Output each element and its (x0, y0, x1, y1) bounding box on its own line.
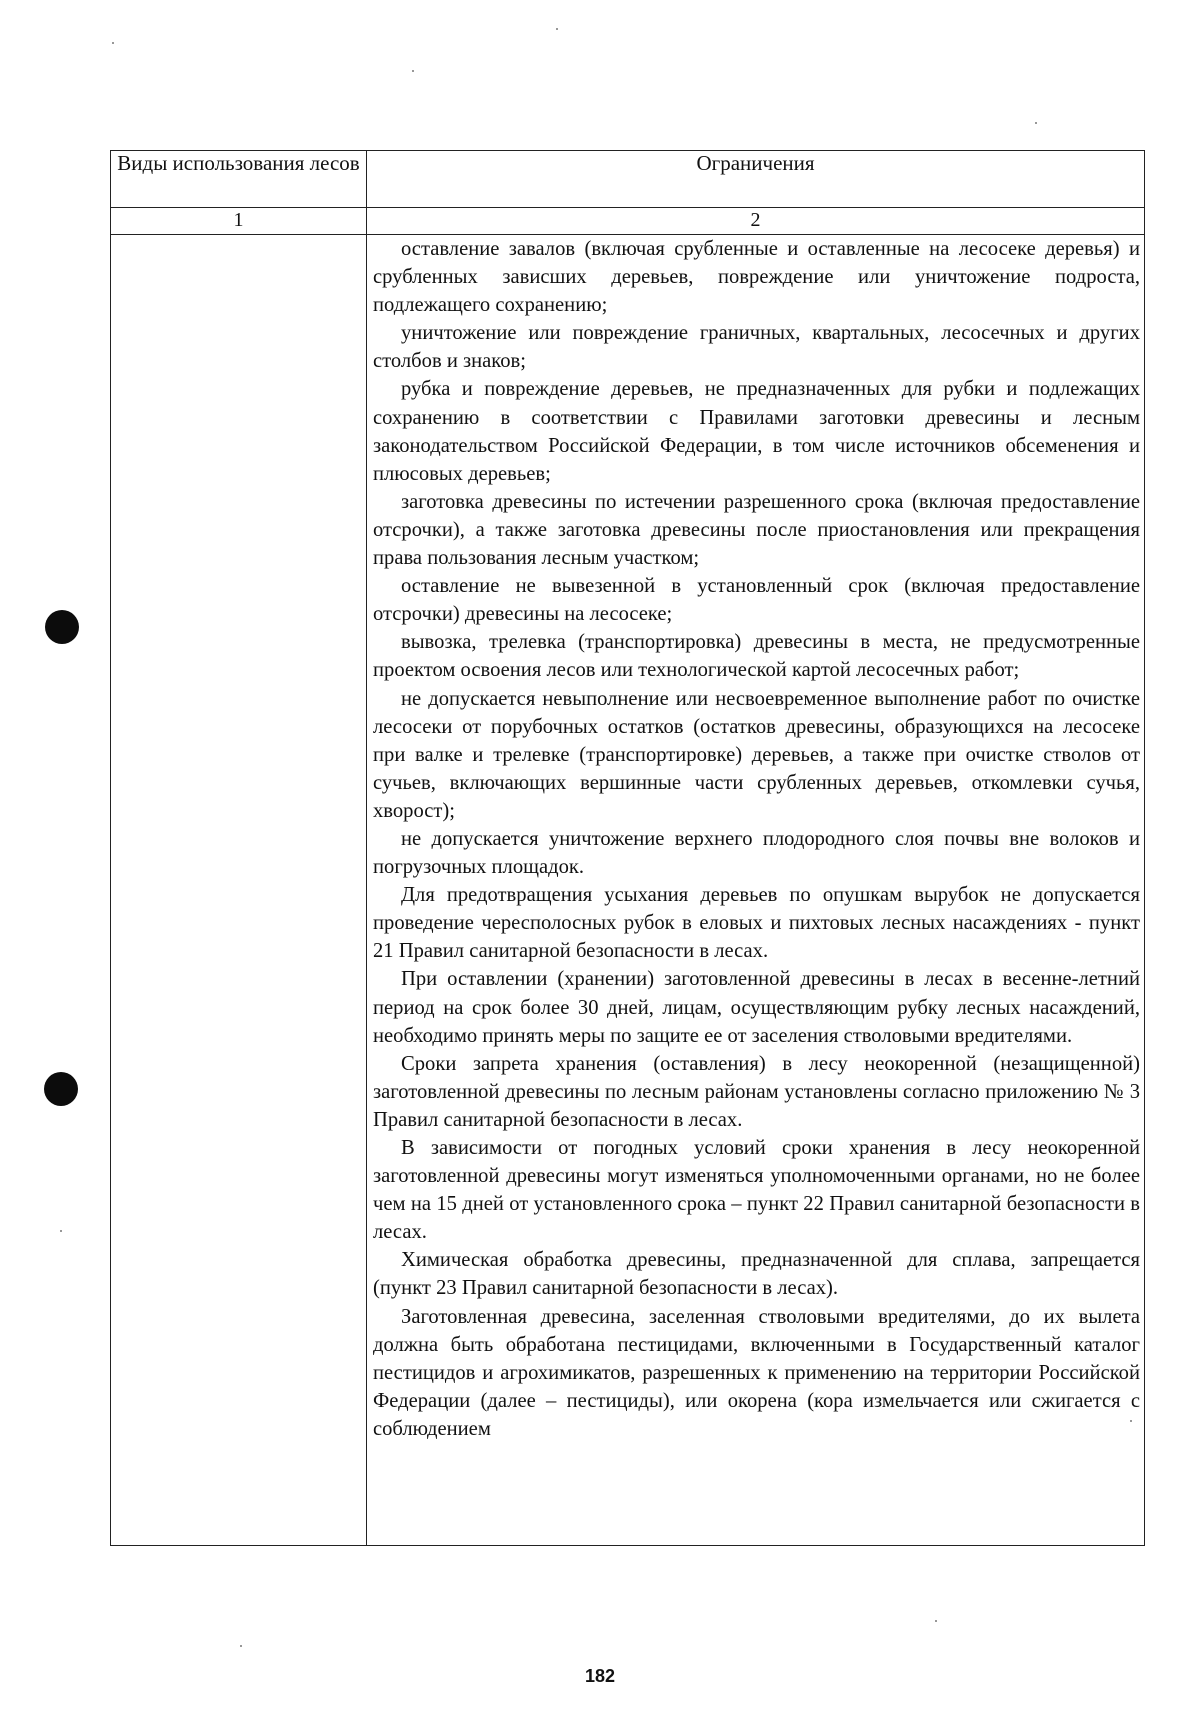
scan-speck (412, 70, 414, 72)
paragraph: Химическая обработка древесины, предназначенной для сплава, запрещается (пункт 23 Правил санитарной безопасности в лесах). (373, 1249, 1140, 1300)
scan-speck (240, 1645, 242, 1647)
header-forest-use-types: Виды использования лесов (111, 151, 367, 208)
restrictions-text (367, 235, 1144, 1443)
paragraph: уничтожение или повреждение граничных, квартальных, лесосечных и других столбов и знаков; (373, 322, 1140, 373)
header-restrictions: Ограничения (367, 151, 1145, 208)
paragraph: заготовка древесины по истечении разрешенного срока (включая предоставление отсрочки), а также заготовка древесины после приостановления или прекращения права пользования лесным участком; (373, 490, 1140, 570)
paragraph: рубка и повреждение деревьев, не предназначенных для рубки и подлежащих сохранению в соответствии с Правилами заготовки древесины и лесным законодательством Российской Федерации, в том числе источников обсеменения и плюсовых деревьев; (373, 378, 1140, 485)
scan-speck (556, 28, 558, 30)
forest-use-cell (111, 235, 367, 1546)
paragraph: При оставлении (хранении) заготовленной древесины в лесах в весенне-летний период на срок более 30 дней, лицам, осуществляющим рубку лесных насаждений, необходимо принять меры по защите ее от заселения стволовыми вредителями. (373, 968, 1140, 1047)
column-number-2: 2 (367, 208, 1145, 235)
paragraph: оставление не вывезенной в установленный срок (включая предоставление отсрочки) древесины на лесосеке; (373, 575, 1140, 626)
paragraph: В зависимости от погодных условий сроки хранения в лесу неокоренной заготовленной древесины могут изменяться уполномоченными органами, но не более чем на 15 дней от установленного срока – пункт 22 Правил санитарной безопасности в лесах. (373, 1137, 1140, 1244)
restrictions-cell (367, 235, 1145, 1546)
restrictions-table (110, 150, 1145, 1546)
scan-speck (112, 42, 114, 44)
scan-speck (935, 1620, 937, 1622)
paragraph: оставление завалов (включая срубленные и оставленные на лесосеке деревья) и срубленных зависших деревьев, повреждение или уничтожение подроста, подлежащего сохранению; (373, 238, 1140, 317)
paragraph: Заготовленная древесина, заселенная стволовыми вредителями, до их вылета должна быть обработана пестицидами, включенными в Государственный каталог пестицидов и агрохимикатов, разрешенных к применению на территории Российской Федерации (далее – пестициды), или окорена (кора измельчается или сжигается с соблюдением (373, 1305, 1140, 1440)
page-number: 182 (584, 1666, 616, 1686)
table-header-row (111, 151, 1145, 208)
column-number-1: 1 (111, 208, 367, 235)
paragraph: Для предотвращения усыхания деревьев по опушкам вырубок не допускается проведение чересполосных рубок в еловых и пихтовых лесных насаждениях - пункт 21 Правил санитарной безопасности в лесах. (373, 884, 1140, 963)
scan-speck (60, 1230, 62, 1232)
paragraph: Сроки запрета хранения (оставления) в лесу неокоренной (незащищенной) заготовленной древесины по лесным районам установлены согласно приложению № 3 Правил санитарной безопасности в лесах. (373, 1052, 1140, 1131)
column-number-row (111, 208, 1145, 235)
punch-hole (44, 1072, 78, 1106)
scan-speck (1130, 1420, 1132, 1422)
punch-hole (45, 610, 79, 644)
paragraph: не допускается уничтожение верхнего плодородного слоя почвы вне волоков и погрузочных площадок. (373, 827, 1140, 879)
paragraph: вывозка, трелевка (транспортировка) древесины в места, не предусмотренные проектом освоения лесов или технологической картой лесосечных работ; (373, 631, 1140, 682)
scan-speck (1035, 122, 1037, 124)
table-row (111, 235, 1145, 1546)
paragraph: не допускается невыполнение или несвоевременное выполнение работ по очистке лесосеки от порубочных остатков (остатков древесины, образующихся на лесосеке при валке и трелевке (транспортировке) деревьев, а также при очистке стволов от сучьев, включающих вершинные части срубленных деревьев, откомлевки сучья, хворост); (373, 687, 1140, 822)
